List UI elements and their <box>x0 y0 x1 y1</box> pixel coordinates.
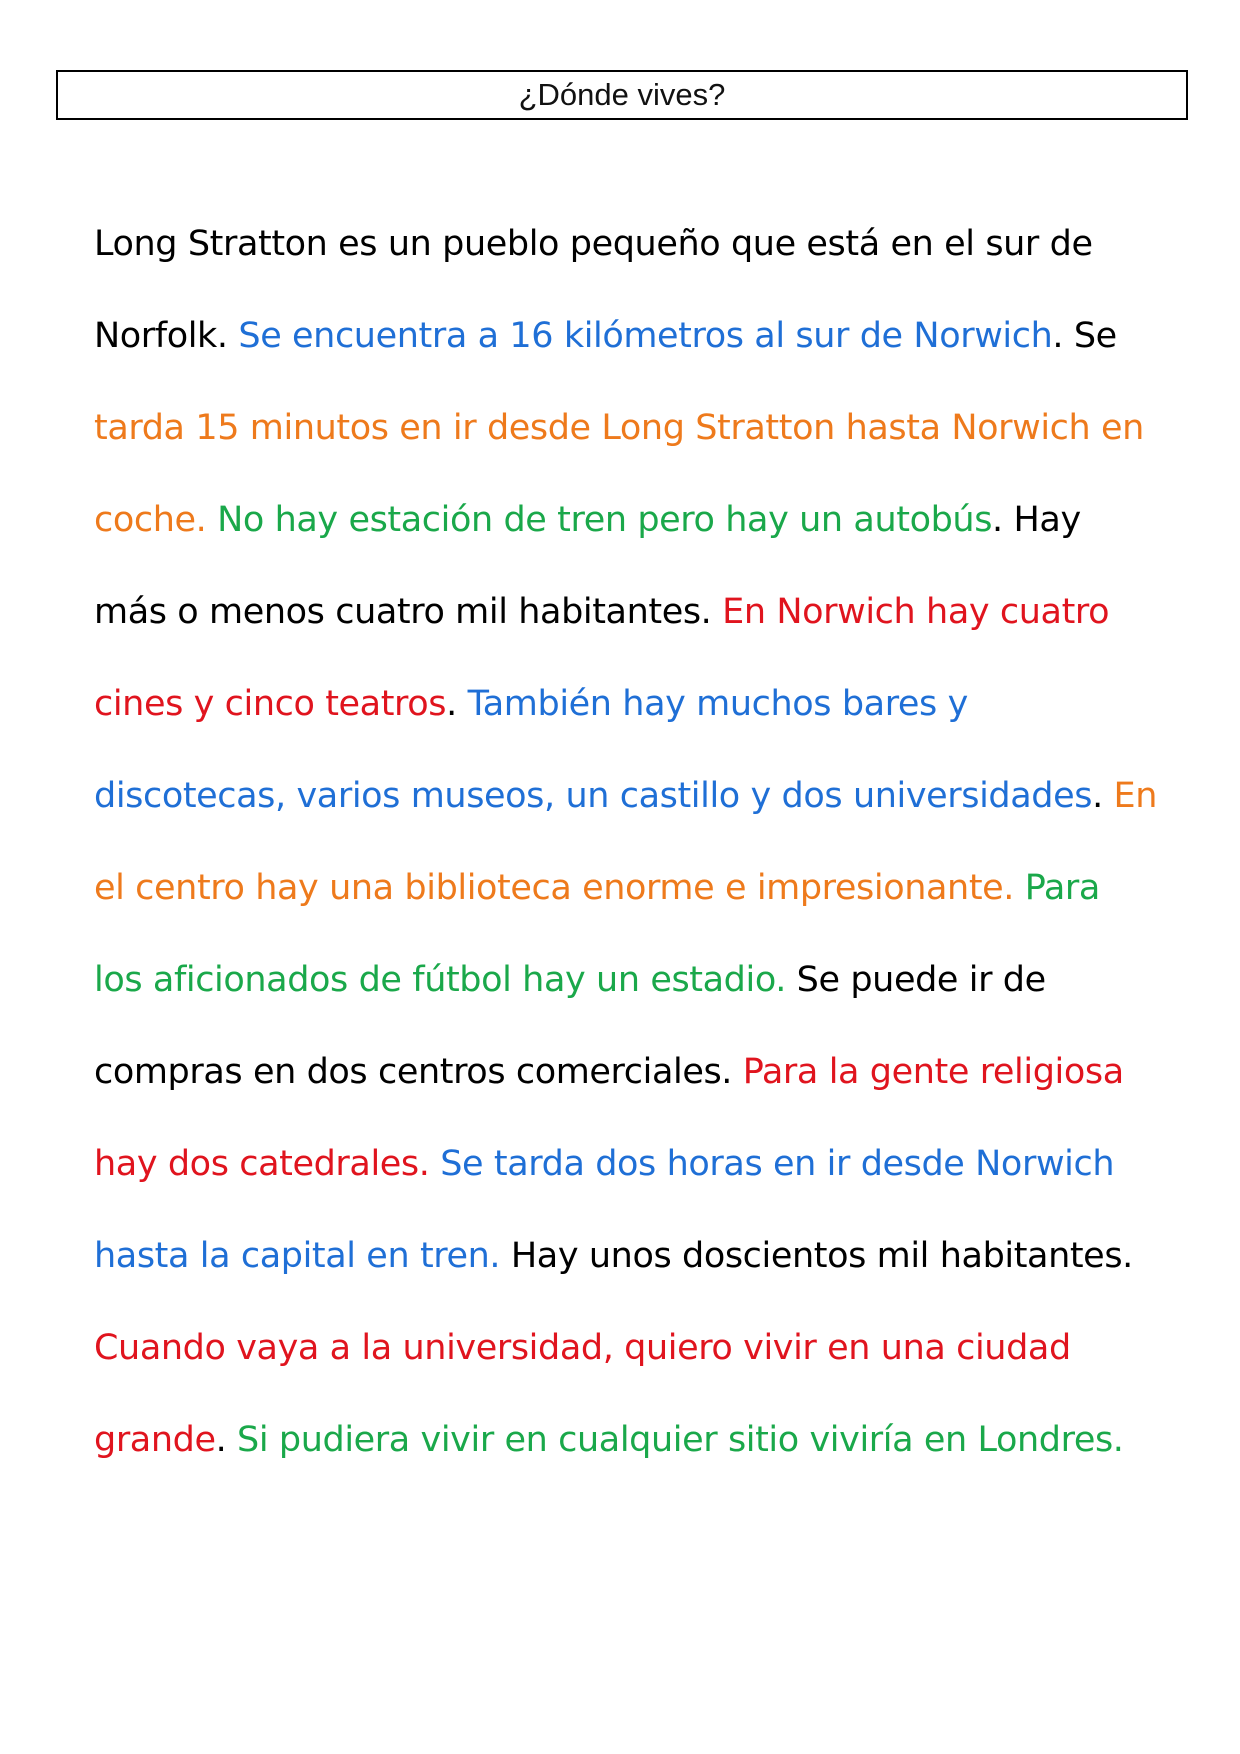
passage-line <box>94 934 1154 1026</box>
passage-segment: los aficionados de fútbol hay un estadio. <box>94 960 797 1000</box>
passage-segment: Norfolk. <box>94 316 239 356</box>
passage-segment: coche. <box>94 500 218 540</box>
passage-segment: Si pudiera vivir en cualquier sitio viviría en Londres. <box>237 1420 1124 1460</box>
passage-segment: . Se <box>1052 316 1117 356</box>
passage-segment: hasta la capital en tren. <box>94 1236 511 1276</box>
passage-line <box>94 1394 1154 1486</box>
passage-line <box>94 750 1158 842</box>
passage-line <box>94 842 1154 934</box>
passage-line <box>94 474 1154 566</box>
passage-line <box>94 1302 1154 1394</box>
passage-segment: hay dos catedrales. <box>94 1144 441 1184</box>
passage-segment: Cuando vaya a la universidad, quiero vivir en una ciudad <box>94 1328 1071 1368</box>
passage-segment: Se puede ir de <box>796 960 1046 1000</box>
passage-segment: Se tarda dos horas en ir desde Norwich <box>440 1144 1115 1184</box>
reading-passage <box>94 198 1158 1486</box>
passage-segment: No hay estación de tren pero hay un autobús <box>217 500 993 540</box>
passage-line <box>94 198 1154 290</box>
passage-segment: . Hay <box>992 500 1081 540</box>
passage-line <box>94 1210 1154 1302</box>
passage-segment: Hay unos doscientos mil habitantes. <box>510 1236 1133 1276</box>
passage-segment: Para la gente religiosa <box>742 1052 1124 1092</box>
passage-segment: En Norwich hay cuatro <box>722 592 1110 632</box>
passage-segment: más o menos cuatro mil habitantes. <box>94 592 723 632</box>
passage-segment: Para <box>1024 868 1100 908</box>
page-title-box <box>56 70 1188 120</box>
page-title: ¿Dónde vives? <box>518 77 726 112</box>
passage-segment: . <box>1092 776 1114 816</box>
passage-line <box>94 658 1154 750</box>
passage-line <box>94 382 1154 474</box>
passage-segment: tarda 15 minutos en ir desde Long Stratton hasta Norwich en <box>94 408 1144 448</box>
passage-segment: En <box>1113 776 1158 816</box>
passage-segment: el centro hay una biblioteca enorme e impresionante. <box>94 868 1025 908</box>
passage-segment: discotecas, varios museos, un castillo y dos universidades <box>94 776 1093 816</box>
passage-segment: Long Stratton es un pueblo pequeño que está en el sur de <box>94 224 1093 264</box>
passage-segment: También hay muchos bares y <box>467 684 968 724</box>
passage-line <box>94 1026 1154 1118</box>
passage-segment: compras en dos centros comerciales. <box>94 1052 743 1092</box>
passage-segment: grande <box>94 1420 216 1460</box>
passage-line <box>94 1118 1154 1210</box>
passage-segment: Se encuentra a 16 kilómetros al sur de Norwich <box>238 316 1053 356</box>
passage-line <box>94 290 1154 382</box>
passage-segment: . <box>446 684 468 724</box>
passage-line <box>94 566 1154 658</box>
passage-segment: . <box>215 1420 238 1460</box>
passage-segment: cines y cinco teatros <box>94 684 447 724</box>
